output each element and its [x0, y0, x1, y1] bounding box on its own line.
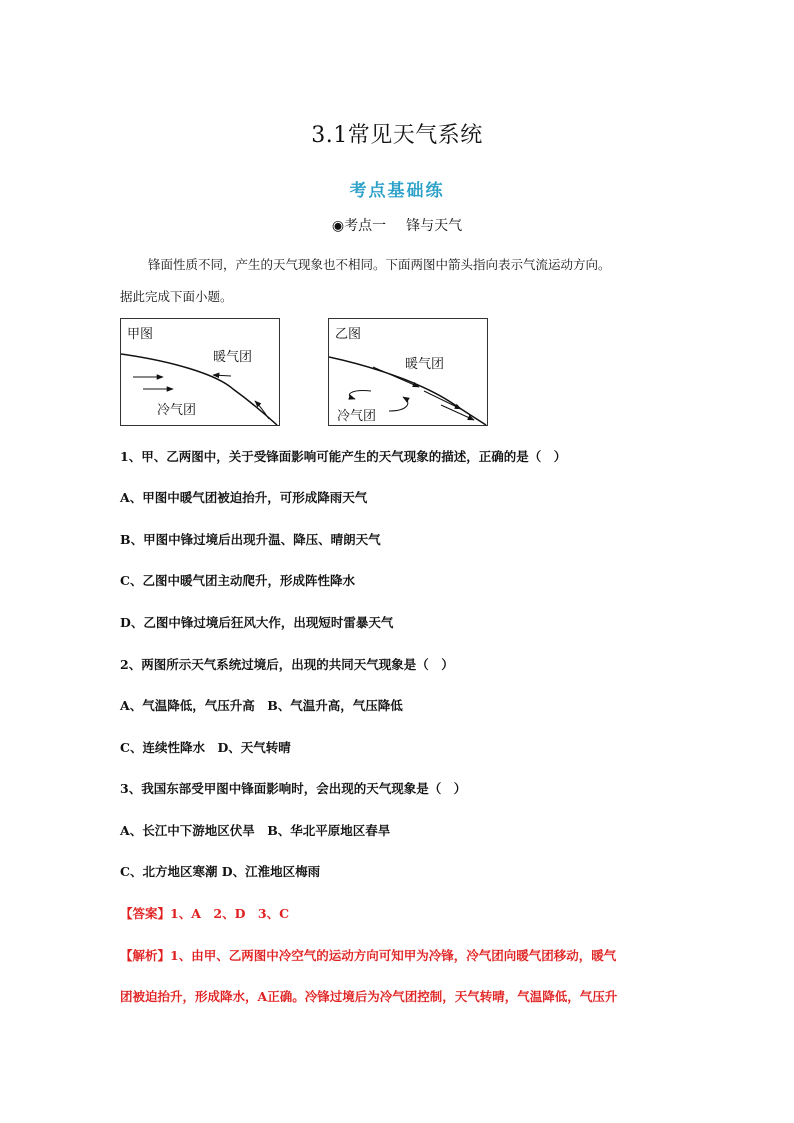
figure-yi-title: 乙图	[335, 327, 362, 342]
cold-air-vortex-arrow	[389, 397, 408, 411]
question-3-stem: 3、我国东部受甲图中锋面影响时，会出现的天气现象是（ ）	[120, 781, 467, 796]
figure-yi	[328, 318, 488, 426]
analysis-line-1: 【解析】1、由甲、乙两图中冷空气的运动方向可知甲为冷锋，冷气团向暖气团移动，暖气	[120, 948, 617, 963]
question-3-options-ab: A、长江中下游地区伏旱 B、华北平原地区春旱	[120, 823, 391, 838]
warm-air-arrow	[213, 375, 231, 376]
topic-marker: ◉考点一	[331, 218, 387, 234]
question-1-stem: 1、甲、乙两图中，关于受锋面影响可能产生的天气现象的描述，正确的是（ ）	[120, 449, 567, 464]
question-3-options-cd: C、北方地区寒潮 D、江淮地区梅雨	[120, 864, 321, 879]
topic-heading	[0, 215, 794, 235]
section-heading: 考点基础练	[349, 181, 445, 201]
analysis-line-2: 团被迫抬升，形成降水，A正确。冷锋过境后为冷气团控制，天气转晴，气温降低，气压升	[120, 989, 618, 1004]
figure-yi-warm-label: 暖气团	[405, 357, 445, 372]
question-2-options-cd: C、连续性降水 D、天气转晴	[120, 740, 291, 755]
warm-air-arrow	[424, 391, 461, 409]
question-2-options-ab: A、气温降低，气压升高 B、气温升高，气压降低	[120, 698, 403, 713]
figure-jia-warm-label: 暖气团	[213, 350, 253, 365]
uplift-arrow	[255, 401, 269, 419]
page-title: 3.1常见天气系统	[311, 123, 483, 148]
question-1-option-a: A、甲图中暖气团被迫抬升，可形成降雨天气	[120, 490, 368, 505]
cold-air-vortex-arrow	[349, 391, 371, 399]
intro-line-1: 锋面性质不同，产生的天气现象也不相同。下面两图中箭头指向表示气流运动方向。	[148, 257, 611, 272]
answer-line: 【答案】1、A 2、D 3、C	[120, 906, 290, 921]
figure-jia-title: 甲图	[127, 327, 154, 342]
figure-yi-cold-label: 冷气团	[337, 409, 377, 424]
question-1-option-c: C、乙图中暖气团主动爬升，形成阵性降水	[120, 573, 355, 588]
question-1-option-d: D、乙图中锋过境后狂风大作，出现短时雷暴天气	[120, 615, 394, 630]
question-1-option-b: B、甲图中锋过境后出现升温、降压、晴朗天气	[120, 532, 381, 547]
figure-jia-cold-label: 冷气团	[157, 403, 197, 418]
intro-line-2: 据此完成下面小题。	[120, 289, 233, 304]
figure-jia	[120, 318, 280, 426]
question-2-stem: 2、两图所示天气系统过境后，出现的共同天气现象是（ ）	[120, 657, 454, 672]
topic-name: 锋与天气	[406, 218, 463, 234]
